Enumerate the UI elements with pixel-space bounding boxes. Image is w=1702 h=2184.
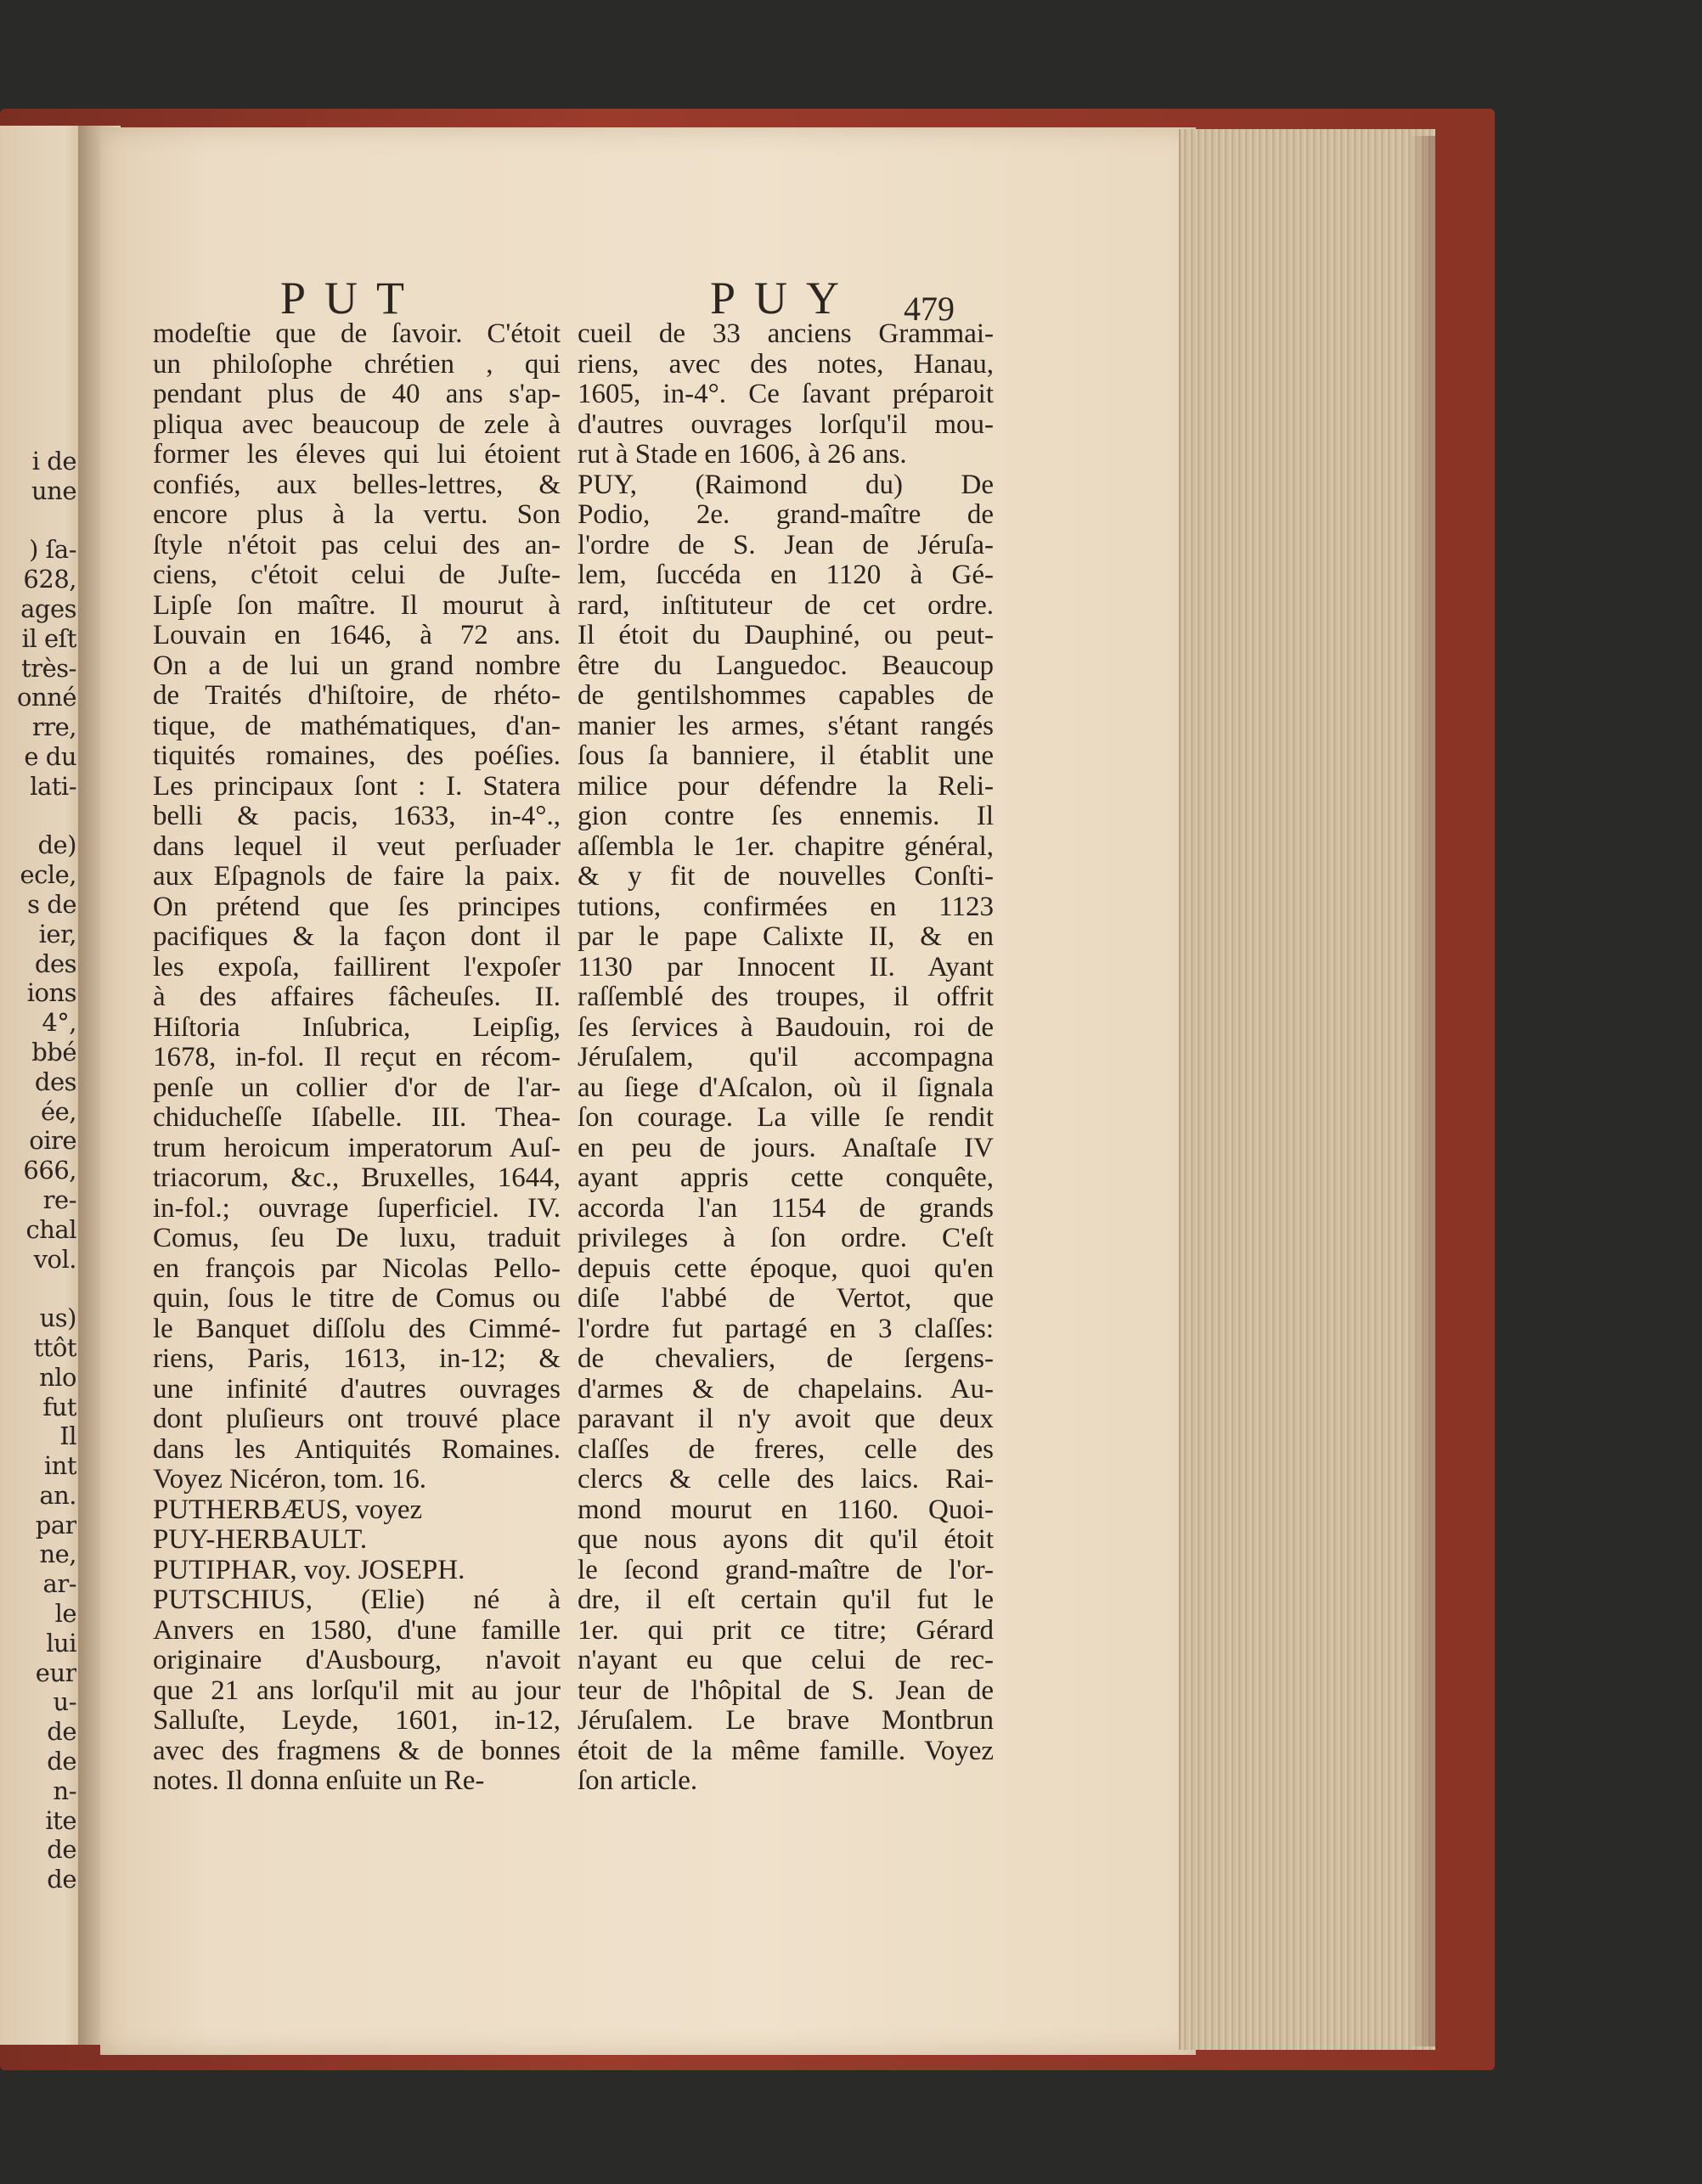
text-line: Salluſte, Leyde, 1601, in-12, xyxy=(153,1706,561,1736)
text-line: le Banquet diſſolu des Cimmé- xyxy=(153,1314,561,1344)
text-line: tutions, confirmées en 1123 xyxy=(578,892,994,922)
text-line: Voyez Nicéron, tom. 16. xyxy=(153,1465,426,1494)
text-line: quin, ſous le titre de Comus ou xyxy=(153,1284,561,1314)
left-margin-fragment xyxy=(0,506,76,536)
text-line: clercs & celle des laics. Rai- xyxy=(578,1465,994,1494)
left-margin-fragment: une xyxy=(31,476,76,505)
left-margin-fragment: eur xyxy=(35,1658,76,1687)
text-line: teur de l'hôpital de S. Jean de xyxy=(578,1675,994,1706)
text-line: Il étoit du Dauphiné, ou peut- xyxy=(578,621,994,650)
text-line: l'ordre de S. Jean de Jéruſa- xyxy=(578,530,994,560)
left-margin-fragment: 666, xyxy=(23,1156,76,1185)
text-line: d'armes & de chapelains. Au- xyxy=(578,1374,994,1404)
text-line: n'ayant eu que celui de rec- xyxy=(578,1646,994,1675)
text-line: notes. Il donna enſuite un Re- xyxy=(153,1766,485,1796)
text-line: pacifiques & la façon dont il xyxy=(153,922,561,952)
text-line: privileges à ſon ordre. C'eſt xyxy=(578,1224,994,1253)
text-line: de gentilshommes capables de xyxy=(578,681,994,711)
text-line: être du Languedoc. Beaucoup xyxy=(578,650,994,681)
text-line: depuis cette époque, quoi qu'en xyxy=(578,1253,994,1284)
text-line: mond mourut en 1160. Quoi- xyxy=(578,1494,994,1525)
text-line: rut à Stade en 1606, à 26 ans. xyxy=(578,440,907,470)
text-line: Lipſe ſon maître. Il mourut à xyxy=(153,590,561,621)
text-line: paravant il n'y avoit que deux xyxy=(578,1404,994,1434)
text-line: de chevaliers, de ſergens- xyxy=(578,1344,994,1374)
text-line: On a de lui un grand nombre xyxy=(153,650,561,681)
text-line: 1er. qui prit ce titre; Gérard xyxy=(578,1615,994,1646)
text-line: Jéruſalem. Le brave Montbrun xyxy=(578,1706,994,1736)
text-line: PUY-HERBAULT. xyxy=(153,1525,368,1555)
left-margin-fragment: ar- xyxy=(42,1569,76,1599)
text-line: en peu de jours. Anaſtaſe IV xyxy=(578,1133,994,1163)
text-line: accorda l'an 1154 de grands xyxy=(578,1193,994,1224)
text-line: avec des fragmens & de bonnes xyxy=(153,1736,561,1766)
running-header-right: PUY xyxy=(710,273,859,324)
left-margin-fragment: 4°, xyxy=(42,1008,76,1038)
text-line: Hiſtoria Inſubrica, Leipſig, xyxy=(153,1012,561,1043)
text-line: dont pluſieurs ont trouvé place xyxy=(153,1404,561,1434)
text-line: milice pour défendre la Reli- xyxy=(578,771,994,802)
text-line: belli & pacis, 1633, in-4°., xyxy=(153,802,561,831)
text-line: chiducheſſe Iſabelle. III. Thea- xyxy=(153,1103,561,1133)
left-margin-fragment: de xyxy=(47,1835,76,1865)
text-line: pliqua avec beaucoup de zele à xyxy=(153,409,561,440)
left-margin-fragment: ttôt xyxy=(33,1332,76,1362)
left-margin-fragment: ages xyxy=(20,594,76,623)
text-line: d'autres ouvrages lorſqu'il mou- xyxy=(578,409,994,440)
text-line: en françois par Nicolas Pello- xyxy=(153,1253,561,1284)
left-margin-fragment: Il xyxy=(59,1421,76,1451)
text-line: cueil de 33 anciens Grammai- xyxy=(578,319,994,349)
text-line: ſous ſa banniere, il établit une xyxy=(578,741,994,771)
left-margin-fragment: des xyxy=(34,948,76,978)
text-line: modeſtie que de ſavoir. C'étoit xyxy=(153,319,561,349)
text-line: 1678, in-fol. Il reçut en récom- xyxy=(153,1043,561,1072)
text-line: riens, avec des notes, Hanau, xyxy=(578,349,994,380)
text-line: ſon courage. La ville ſe rendit xyxy=(578,1103,994,1133)
text-line: claſſes de freres, celle des xyxy=(578,1434,994,1465)
left-margin-fragment: le xyxy=(54,1599,76,1629)
text-line: PUTIPHAR, voy. JOSEPH. xyxy=(153,1555,465,1585)
text-line: 1130 par Innocent II. Ayant xyxy=(578,952,994,982)
text-line: diſe l'abbé de Vertot, que xyxy=(578,1284,994,1314)
left-margin-fragment: e du xyxy=(24,741,76,771)
left-margin-fragment: ions xyxy=(26,978,76,1008)
text-line: Les principaux ſont : I. Statera xyxy=(153,771,561,802)
left-margin-fragment: par xyxy=(35,1510,76,1539)
left-margin-fragment: oire xyxy=(29,1126,76,1156)
text-line: étoit de la même famille. Voyez xyxy=(578,1736,994,1766)
text-line: par le pape Calixte II, & en xyxy=(578,922,994,952)
text-line: une infinité d'autres ouvrages xyxy=(153,1374,561,1404)
left-margin-fragment: lui xyxy=(46,1628,76,1658)
left-margin-fragment: ne, xyxy=(39,1539,76,1569)
text-line: raſſemblé des troupes, il offrit xyxy=(578,982,994,1012)
text-line: Louvain en 1646, à 72 ans. xyxy=(153,621,561,650)
left-margin-fragment: fut xyxy=(42,1392,76,1421)
left-margin-fragment: int xyxy=(43,1451,76,1481)
page-fore-edge xyxy=(1179,129,1435,2050)
text-line: gion contre ſes ennemis. Il xyxy=(578,802,994,831)
text-line: aſſembla le 1er. chapitre général, xyxy=(578,831,994,862)
text-line: confiés, aux belles-lettres, & xyxy=(153,470,561,500)
left-margin-fragment: très- xyxy=(21,653,76,683)
left-margin-fragment: an. xyxy=(39,1480,76,1510)
text-line: Podio, 2e. grand-maître de xyxy=(578,500,994,530)
text-line: ſtyle n'étoit pas celui des an- xyxy=(153,530,561,560)
text-line: dans les Antiquités Romaines. xyxy=(153,1434,561,1465)
text-line: aux Eſpagnols de faire la paix. xyxy=(153,862,561,892)
left-margin-fragment: ée, xyxy=(40,1096,76,1126)
text-line: pendant plus de 40 ans s'ap- xyxy=(153,380,561,409)
left-margin-fragment: bbé xyxy=(31,1037,76,1067)
text-line: 1605, in-4°. Ce ſavant préparoit xyxy=(578,380,994,409)
text-line: in-fol.; ouvrage ſuperficiel. IV. xyxy=(153,1193,561,1224)
text-line: que 21 ans lorſqu'il mit au jour xyxy=(153,1675,561,1706)
left-margin-fragment: n- xyxy=(53,1776,76,1805)
left-margin-fragment: u- xyxy=(53,1687,76,1717)
text-line: manier les armes, s'étant rangés xyxy=(578,711,994,741)
left-margin-fragment: de xyxy=(47,1865,76,1894)
text-line: l'ordre fut partagé en 3 claſſes: xyxy=(578,1314,994,1344)
text-line: PUTHERBÆUS, voyez xyxy=(153,1494,423,1525)
text-line: tiquités romaines, des poéſies. xyxy=(153,741,561,771)
text-column-right xyxy=(578,319,994,1797)
text-line: PUY, (Raimond du) De xyxy=(578,470,994,500)
text-line: PUTSCHIUS, (Elie) né à xyxy=(153,1585,561,1615)
left-margin-fragment: ite xyxy=(45,1805,76,1835)
text-line: un philoſophe chrétien , qui xyxy=(153,349,561,380)
running-header-left: PUT xyxy=(280,273,424,324)
fore-edge-shadow xyxy=(1410,136,1435,2046)
text-line: dans lequel il veut perſuader xyxy=(153,831,561,862)
left-margin-fragment: de) xyxy=(37,830,76,860)
text-line: trum heroicum imperatorum Auſ- xyxy=(153,1133,561,1163)
left-margin-fragment: il eſt xyxy=(21,623,76,653)
text-line: de Traités d'hiſtoire, de rhéto- xyxy=(153,681,561,711)
text-line: encore plus à la vertu. Son xyxy=(153,500,561,530)
left-margin-fragment: re- xyxy=(42,1185,76,1214)
text-line: former les éleves qui lui étoient xyxy=(153,440,561,470)
left-margin-fragment xyxy=(0,802,76,831)
left-margin-fragment: ecle, xyxy=(20,860,76,890)
left-margin-fragment: vol. xyxy=(33,1244,76,1274)
left-margin-fragment: i de xyxy=(31,447,76,476)
text-line: ſes ſervices à Baudouin, roi de xyxy=(578,1012,994,1043)
text-line: Jéruſalem, qu'il accompagna xyxy=(578,1043,994,1072)
text-line: tique, de mathématiques, d'an- xyxy=(153,711,561,741)
left-margin-fragment: de xyxy=(47,1747,76,1776)
text-line: que nous ayons dit qu'il étoit xyxy=(578,1525,994,1555)
left-margin-fragment: des xyxy=(34,1067,76,1096)
text-line: On prétend que ſes principes xyxy=(153,892,561,922)
left-margin-fragment: us) xyxy=(39,1303,76,1333)
text-line: dre, il eſt certain qu'il fut le xyxy=(578,1585,994,1615)
left-margin-fragment xyxy=(0,1274,76,1303)
left-margin-fragment: chal xyxy=(25,1214,76,1244)
text-line: ciens, c'étoit celui de Juſte- xyxy=(153,560,561,590)
text-line: originaire d'Ausbourg, n'avoit xyxy=(153,1646,561,1675)
left-margin-fragment: ) ſa- xyxy=(29,535,76,565)
left-margin-fragment: nlo xyxy=(39,1362,76,1392)
text-line: à des affaires fâcheuſes. II. xyxy=(153,982,561,1012)
text-line: riens, Paris, 1613, in-12; & xyxy=(153,1344,561,1374)
left-margin-fragment: onné xyxy=(17,683,76,712)
text-line: & y fit de nouvelles Conſti- xyxy=(578,862,994,892)
text-line: au ſiege d'Aſcalon, où il ſignala xyxy=(578,1072,994,1103)
left-margin-fragments xyxy=(0,447,76,1894)
text-line: penſe un collier d'or de l'ar- xyxy=(153,1072,561,1103)
text-line: Comus, ſeu De luxu, traduit xyxy=(153,1224,561,1253)
text-line: les expoſa, faillirent l'expoſer xyxy=(153,952,561,982)
text-line: rard, inſtituteur de cet ordre. xyxy=(578,590,994,621)
text-line: le ſecond grand-maître de l'or- xyxy=(578,1555,994,1585)
text-line: lem, ſuccéda en 1120 à Gé- xyxy=(578,560,994,590)
left-margin-fragment: rre, xyxy=(31,712,76,742)
text-line: ayant appris cette conquête, xyxy=(578,1163,994,1193)
text-line: triacorum, &c., Bruxelles, 1644, xyxy=(153,1163,561,1193)
left-margin-fragment: 628, xyxy=(23,565,76,594)
text-line: ſon article. xyxy=(578,1766,698,1796)
page-number: 479 xyxy=(904,290,955,328)
text-column-left xyxy=(153,319,561,1797)
left-margin-fragment: ier, xyxy=(38,919,76,948)
text-line: Anvers en 1580, d'une famille xyxy=(153,1615,561,1646)
left-margin-fragment: lati- xyxy=(30,771,76,801)
left-margin-fragment: de xyxy=(47,1717,76,1747)
left-margin-fragment: s de xyxy=(27,889,76,919)
